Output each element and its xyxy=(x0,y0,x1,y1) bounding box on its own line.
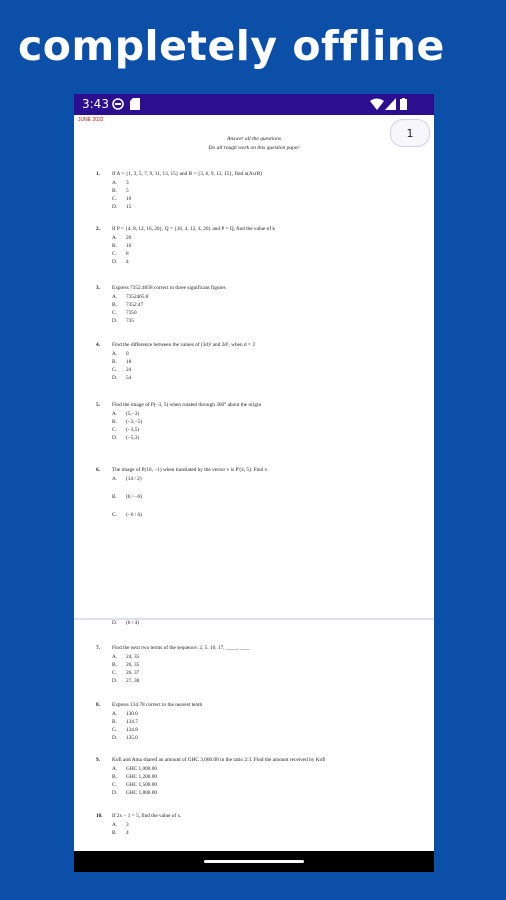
option-value: (−3,5) xyxy=(126,427,140,433)
option-letter: D. xyxy=(112,435,118,441)
question-text: Express 7352.4658 correct to three significant figures xyxy=(112,285,226,291)
option-value: 4 xyxy=(126,830,129,836)
option-letter: C. xyxy=(112,251,117,257)
option-letter: D. xyxy=(112,620,118,626)
option-letter: A. xyxy=(112,351,118,357)
option-value: (−6 / 6) xyxy=(126,512,142,518)
option-value: 18 xyxy=(126,359,132,365)
question-text: Find the difference between the values of (3d)² and 2d², when d = 3 xyxy=(112,342,255,348)
option-letter: B. xyxy=(112,774,117,780)
option-value: 24, 35 xyxy=(126,654,140,660)
answer-option[interactable] xyxy=(112,830,129,836)
wifi-icon xyxy=(370,98,384,113)
answer-option[interactable] xyxy=(112,790,157,796)
answer-option[interactable] xyxy=(112,367,131,373)
headline: completely offline xyxy=(18,22,445,70)
option-letter: B. xyxy=(112,719,117,725)
media-icon xyxy=(112,98,124,113)
option-value: 134.7 xyxy=(126,719,138,725)
option-value: 16 xyxy=(126,243,132,249)
answer-option[interactable] xyxy=(112,318,134,324)
answer-option[interactable] xyxy=(112,180,129,186)
option-letter: A. xyxy=(112,411,118,417)
option-letter: B. xyxy=(112,243,117,249)
answer-option[interactable] xyxy=(112,727,138,733)
question-number: 9. xyxy=(96,757,100,763)
question-text: Find the next two terms of the sequence: 2, 5, 10, 17, ____, ____ xyxy=(112,645,250,651)
option-value: GHC 1,200.00 xyxy=(126,774,158,780)
question-number: 1. xyxy=(96,171,100,177)
question-number: 7. xyxy=(96,645,100,651)
option-value: (5,−3) xyxy=(126,411,140,417)
phone-screen xyxy=(74,94,434,872)
answer-option[interactable] xyxy=(112,620,139,626)
option-letter: D. xyxy=(112,318,118,324)
answer-option[interactable] xyxy=(112,310,137,316)
answer-option[interactable] xyxy=(112,476,142,482)
option-letter: A. xyxy=(112,294,118,300)
option-value: (−3,−5) xyxy=(126,419,143,425)
option-value: 130.0 xyxy=(126,711,138,717)
option-value: 26, 37 xyxy=(126,670,140,676)
answer-option[interactable] xyxy=(112,359,131,365)
answer-option[interactable] xyxy=(112,735,138,741)
answer-option[interactable] xyxy=(112,351,129,357)
question-text: If P = {4, 8, 12, 16, 20}, Q = {16, 4, 12, 4, 20} and P = Q, find the value of k xyxy=(112,226,276,232)
option-letter: D. xyxy=(112,204,118,210)
answer-option[interactable] xyxy=(112,662,139,668)
home-gesture-handle[interactable] xyxy=(204,860,304,863)
question-text: Kofi and Ama shared an amount of GHC 3,000.00 in the ratio 2:3. Find the amount received by Kofi xyxy=(112,757,326,763)
battery-icon xyxy=(400,98,407,113)
answer-option[interactable] xyxy=(112,711,138,717)
option-value: 54 xyxy=(126,375,132,381)
option-value: 27, 38 xyxy=(126,678,140,684)
option-value: (14 / 2) xyxy=(126,476,142,482)
question-number: 2. xyxy=(96,226,100,232)
answer-option[interactable] xyxy=(112,259,129,265)
answer-option[interactable] xyxy=(112,822,129,828)
option-letter: B. xyxy=(112,830,117,836)
option-letter: C. xyxy=(112,310,117,316)
answer-option[interactable] xyxy=(112,411,139,417)
question-number: 8. xyxy=(96,702,100,708)
question-text: Express 134.78 correct to the nearest tenth xyxy=(112,702,203,708)
question-text: If A = {1, 3, 5, 7, 9, 11, 13, 15} and B = {3, 6, 9, 12, 15}, find n(A∪B) xyxy=(112,171,262,177)
option-value: 5 xyxy=(126,188,129,194)
option-value: (−5,3) xyxy=(126,435,140,441)
option-letter: A. xyxy=(112,180,118,186)
status-time: 3:43 xyxy=(82,97,109,111)
option-letter: D. xyxy=(112,259,118,265)
option-value: 4 xyxy=(126,259,129,265)
option-letter: B. xyxy=(112,359,117,365)
answer-option[interactable] xyxy=(112,512,142,518)
answer-option[interactable] xyxy=(112,435,139,441)
option-value: GHC 1,000.00 xyxy=(126,766,158,772)
option-letter: A. xyxy=(112,822,118,828)
answer-option[interactable] xyxy=(112,294,149,300)
option-value: 15 xyxy=(126,204,132,210)
answer-option[interactable] xyxy=(112,719,138,725)
option-letter: A. xyxy=(112,766,118,772)
option-letter: C. xyxy=(112,782,117,788)
answer-option[interactable] xyxy=(112,419,142,425)
option-value: 7350 xyxy=(126,310,137,316)
option-letter: B. xyxy=(112,188,117,194)
page-divider xyxy=(74,618,434,620)
option-value: 0 xyxy=(126,351,129,357)
option-letter: D. xyxy=(112,375,118,381)
status-bar xyxy=(74,94,434,115)
instruction-line: Do all rough work on this question paper xyxy=(208,145,300,151)
option-value: 134.8 xyxy=(126,727,138,733)
option-letter: B. xyxy=(112,302,117,308)
option-value: 7352.47 xyxy=(126,302,144,308)
option-value: (6 / −6) xyxy=(126,494,142,500)
answer-option[interactable] xyxy=(112,427,139,433)
question-number: 5. xyxy=(96,402,100,408)
sd-card-icon xyxy=(130,98,140,113)
question-number: 3. xyxy=(96,285,100,291)
option-value: (6 / 4) xyxy=(126,620,139,626)
answer-option[interactable] xyxy=(112,766,157,772)
answer-option[interactable] xyxy=(112,670,139,676)
navigation-bar xyxy=(74,851,434,872)
exam-tag: JUNE 2022 xyxy=(78,117,104,123)
option-letter: B. xyxy=(112,662,117,668)
option-letter: D. xyxy=(112,678,118,684)
option-value: 3 xyxy=(126,180,129,186)
option-letter: D. xyxy=(112,790,118,796)
option-letter: A. xyxy=(112,654,118,660)
option-value: GHC 1,800.00 xyxy=(126,790,158,796)
option-value: 7352465.8 xyxy=(126,294,149,300)
question-number: 10. xyxy=(96,813,103,819)
question-text: The image of P(10, −1) when translated by the vector v is P'(4, 5). Find v. xyxy=(112,467,269,473)
answer-option[interactable] xyxy=(112,235,131,241)
answer-option[interactable] xyxy=(112,204,131,210)
option-letter: C. xyxy=(112,367,117,373)
option-value: 8 xyxy=(126,251,129,257)
option-value: 24 xyxy=(126,367,132,373)
answer-option[interactable] xyxy=(112,774,157,780)
option-letter: C. xyxy=(112,427,117,433)
answer-option[interactable] xyxy=(112,654,139,660)
instruction-line: Answer all the questions xyxy=(227,136,281,142)
option-letter: A. xyxy=(112,711,118,717)
answer-option[interactable] xyxy=(112,302,143,308)
signal-icon xyxy=(385,98,396,113)
page-number-button[interactable]: 1 xyxy=(390,119,430,147)
option-letter: C. xyxy=(112,727,117,733)
question-number: 4. xyxy=(96,342,100,348)
answer-option[interactable] xyxy=(112,678,139,684)
option-value: 735 xyxy=(126,318,134,324)
answer-option[interactable] xyxy=(112,251,129,257)
question-text: If 2x − 1 = 5, find the value of x. xyxy=(112,813,182,819)
answer-option[interactable] xyxy=(112,243,131,249)
answer-option[interactable] xyxy=(112,375,131,381)
option-letter: B. xyxy=(112,494,117,500)
option-letter: D. xyxy=(112,735,118,741)
answer-option[interactable] xyxy=(112,196,131,202)
option-value: GHC 1,500.00 xyxy=(126,782,158,788)
option-value: 135.0 xyxy=(126,735,138,741)
option-value: 10 xyxy=(126,196,132,202)
option-letter: A. xyxy=(112,235,118,241)
option-value: 20 xyxy=(126,235,132,241)
option-value: 26, 35 xyxy=(126,662,140,668)
option-letter: C. xyxy=(112,512,117,518)
option-value: 3 xyxy=(126,822,129,828)
question-text: Find the image of P(−3, 5) when rotated through 360° about the origin xyxy=(112,402,262,408)
option-letter: C. xyxy=(112,196,117,202)
option-letter: B. xyxy=(112,419,117,425)
answer-option[interactable] xyxy=(112,782,157,788)
answer-option[interactable] xyxy=(112,188,129,194)
option-letter: C. xyxy=(112,670,117,676)
option-letter: A. xyxy=(112,476,118,482)
question-number: 6. xyxy=(96,467,100,473)
answer-option[interactable] xyxy=(112,494,142,500)
